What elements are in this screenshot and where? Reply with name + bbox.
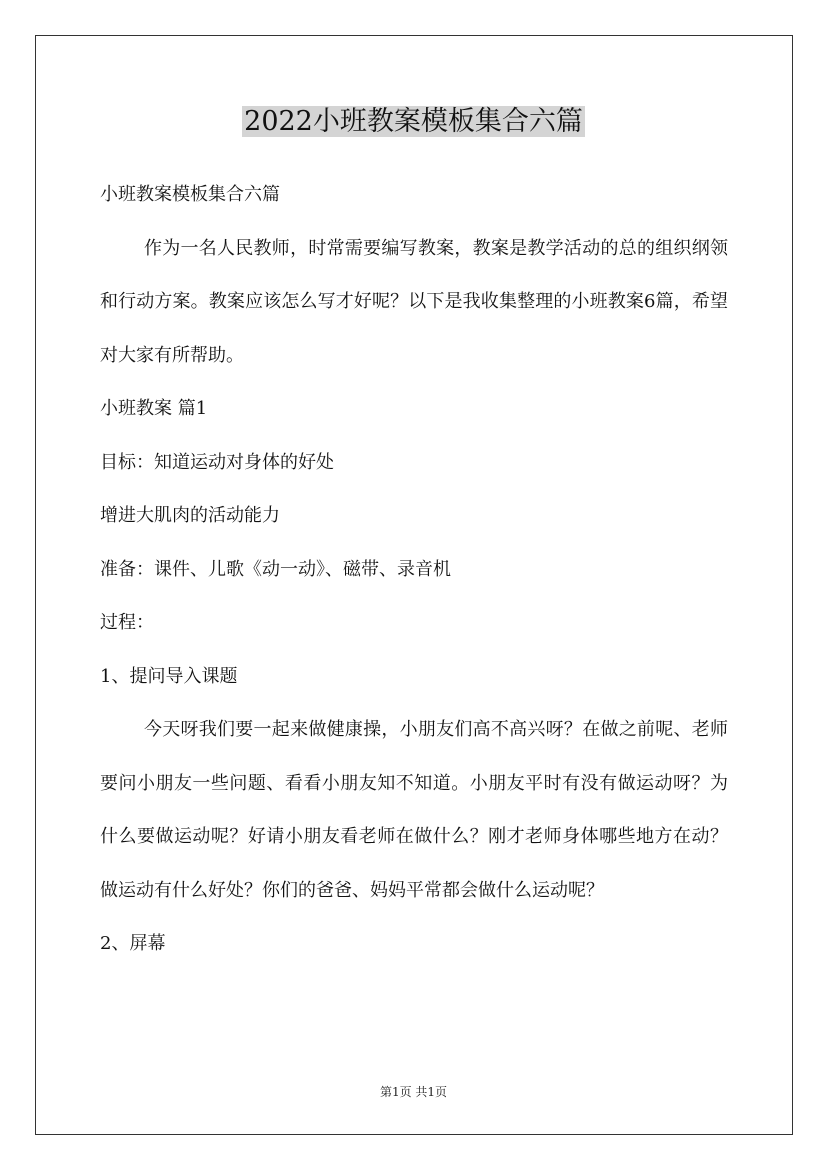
title-text: 2022小班教案模板集合六篇 xyxy=(244,106,583,137)
document-body xyxy=(100,168,728,971)
intro-paragraph: 作为一名人民教师，时常需要编写教案，教案是教学活动的总的组织纲领和行动方案。教案应该怎么写才好呢？以下是我收集整理的小班教案6篇，希望对大家有所帮助。 xyxy=(100,237,728,366)
step-1-heading: 1、提问导入课题 xyxy=(100,665,238,687)
page-number: 第1页 共1页 xyxy=(379,1085,448,1099)
process-label: 过程： xyxy=(100,612,154,633)
goal-line: 目标：知道运动对身体的好处 xyxy=(100,451,334,473)
page-footer xyxy=(0,1084,827,1100)
document-title xyxy=(0,100,827,144)
step-2-heading: 2、屏幕 xyxy=(100,933,166,954)
section-heading: 小班教案 篇1 xyxy=(100,398,208,419)
preparation-line: 准备：课件、儿歌《动一动》、磁带、录音机 xyxy=(100,558,451,580)
subtitle: 小班教案模板集合六篇 xyxy=(100,184,280,205)
goal-line-2: 增进大肌肉的活动能力 xyxy=(100,505,280,526)
step-1-paragraph: 今天呀我们要一起来做健康操，小朋友们高不高兴呀？在做之前呢、老师要问小朋友一些问题、看看小朋友知不知道。小朋友平时有没有做运动呀？为什么要做运动呢？好请小朋友看老师在做什么？刚才老师身体哪些地方在动？做运动有什么好处？你们的爸爸、妈妈平常都会做什么运动呢？ xyxy=(100,719,728,901)
